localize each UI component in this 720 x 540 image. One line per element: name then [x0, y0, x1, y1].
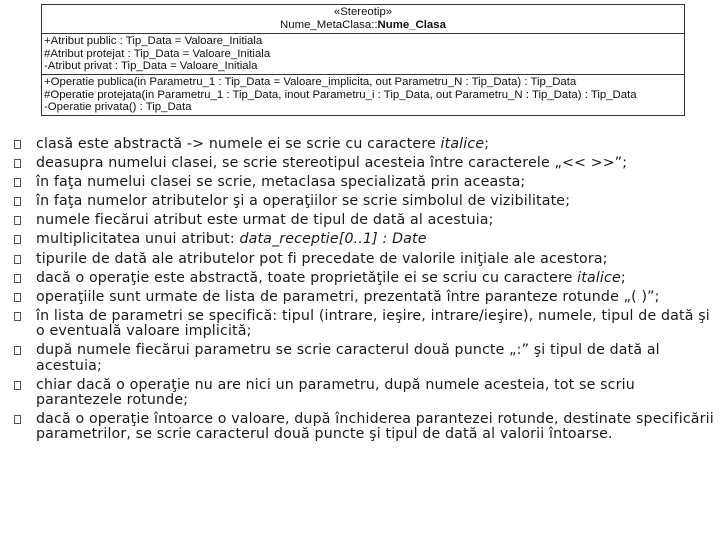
- uml-operation: -Operatie privata() : Tip_Data: [44, 101, 192, 114]
- list-item: [14, 137, 720, 152]
- list-item-text: în faţa numelui clasei se scrie, metaclasa specializată prin aceasta;: [36, 174, 526, 191]
- rules-list: [14, 137, 720, 446]
- list-item-text: în faţa numelor atributelor şi a operaţiilor se scrie simbolul de vizibilitate;: [36, 193, 571, 210]
- bullet-square-icon: [14, 312, 21, 321]
- list-item-emphasis: italice: [440, 136, 485, 152]
- uml-attributes-section: [42, 34, 684, 75]
- list-item: [14, 232, 720, 247]
- list-item: [14, 309, 720, 340]
- list-item: [14, 252, 720, 267]
- list-item-text: deasupra numelui clasei, se scrie stereotipul acesteia între caracterele „<< >>”;: [36, 155, 628, 172]
- bullet-square-icon: [14, 274, 21, 283]
- list-item-tail: ;: [484, 136, 490, 152]
- uml-attribute: +Atribut public : Tip_Data = Valoare_Initiala: [44, 35, 263, 48]
- bullet-square-icon: [14, 159, 21, 168]
- uml-metaclass: Nume_MetaClasa::: [280, 18, 378, 31]
- list-item: [14, 213, 720, 228]
- list-item-text: după numele fiecărui parametru se scrie caracterul două puncte „:” şi tipul de dată al acestuia;: [36, 342, 660, 374]
- list-item-tail: ;: [620, 269, 626, 286]
- bullet-square-icon: [14, 381, 21, 390]
- list-item: [14, 412, 720, 443]
- bullet-square-icon: [14, 235, 21, 244]
- list-item: [14, 271, 720, 286]
- list-item-text: operaţiile sunt urmate de lista de parametri, prezentată între paranteze rotunde „( )”;: [36, 288, 660, 305]
- list-item-emphasis: italice: [577, 269, 621, 286]
- uml-operations-section: [42, 75, 684, 115]
- uml-attribute: #Atribut protejat : Tip_Data = Valoare_Initiala: [44, 47, 271, 60]
- uml-class-diagram: [41, 4, 685, 116]
- list-item-text: dacă o operaţie întoarce o valoare, după închiderea parantezei rotunde, destinate specificării parametrilor, se scrie caracterul două puncte şi tipul de dată al valorii întoarse.: [36, 411, 714, 443]
- list-item-text: tipurile de dată ale atributelor pot fi precedate de valorile iniţiale ale acestora;: [36, 250, 608, 267]
- bullet-square-icon: [14, 255, 21, 264]
- list-item-text: în lista de parametri se specifică: tipul (intrare, ieşire, intrare/ieşire), numele, tipul de dată şi o eventuală valoare implicită;: [36, 307, 710, 340]
- bullet-square-icon: [14, 293, 21, 302]
- bullet-square-icon: [14, 346, 21, 355]
- list-item-emphasis: data_receptie[0..1] : Date: [239, 231, 427, 248]
- bullet-square-icon: [14, 140, 21, 149]
- uml-operation: +Operatie publica(in Parametru_1 : Tip_Data = Valoare_implicita, out Parametru_N : Tip_Data) : Tip_Data: [44, 75, 577, 88]
- list-item: [14, 378, 720, 409]
- uml-attribute: -Atribut privat : Tip_Data = Valoare_Initiala: [44, 60, 258, 73]
- list-item-text: chiar dacă o operaţie nu are nici un parametru, după numele acesteia, tot se scriu parantezele rotunde;: [36, 376, 635, 408]
- list-item-text: multiplicitatea unui atribut:: [36, 231, 240, 248]
- list-item: [14, 343, 720, 374]
- uml-class-title: [42, 19, 684, 32]
- list-item-text: clasă este abstractă -> numele ei se scrie cu caractere: [36, 136, 441, 152]
- bullet-square-icon: [14, 197, 21, 206]
- list-item: [14, 194, 720, 209]
- bullet-square-icon: [14, 178, 21, 187]
- uml-class-name: Nume_Clasa: [377, 18, 446, 31]
- list-item-text: dacă o operaţie este abstractă, toate proprietăţile ei se scriu cu caractere: [36, 269, 578, 286]
- list-item: [14, 156, 720, 171]
- bullet-square-icon: [14, 415, 21, 424]
- uml-operation: #Operatie protejata(in Parametru_1 : Tip_Data, inout Parametru_i : Tip_Data, out Parametru_N : Tip_Data) : Tip_Data: [44, 88, 637, 101]
- list-item: [14, 290, 720, 305]
- uml-class-header: [42, 5, 684, 34]
- bullet-square-icon: [14, 216, 21, 225]
- uml-stereotype: «Stereotip»: [333, 6, 393, 18]
- list-item: [14, 175, 720, 190]
- list-item-text: numele fiecărui atribut este urmat de tipul de dată al acestuia;: [36, 212, 494, 229]
